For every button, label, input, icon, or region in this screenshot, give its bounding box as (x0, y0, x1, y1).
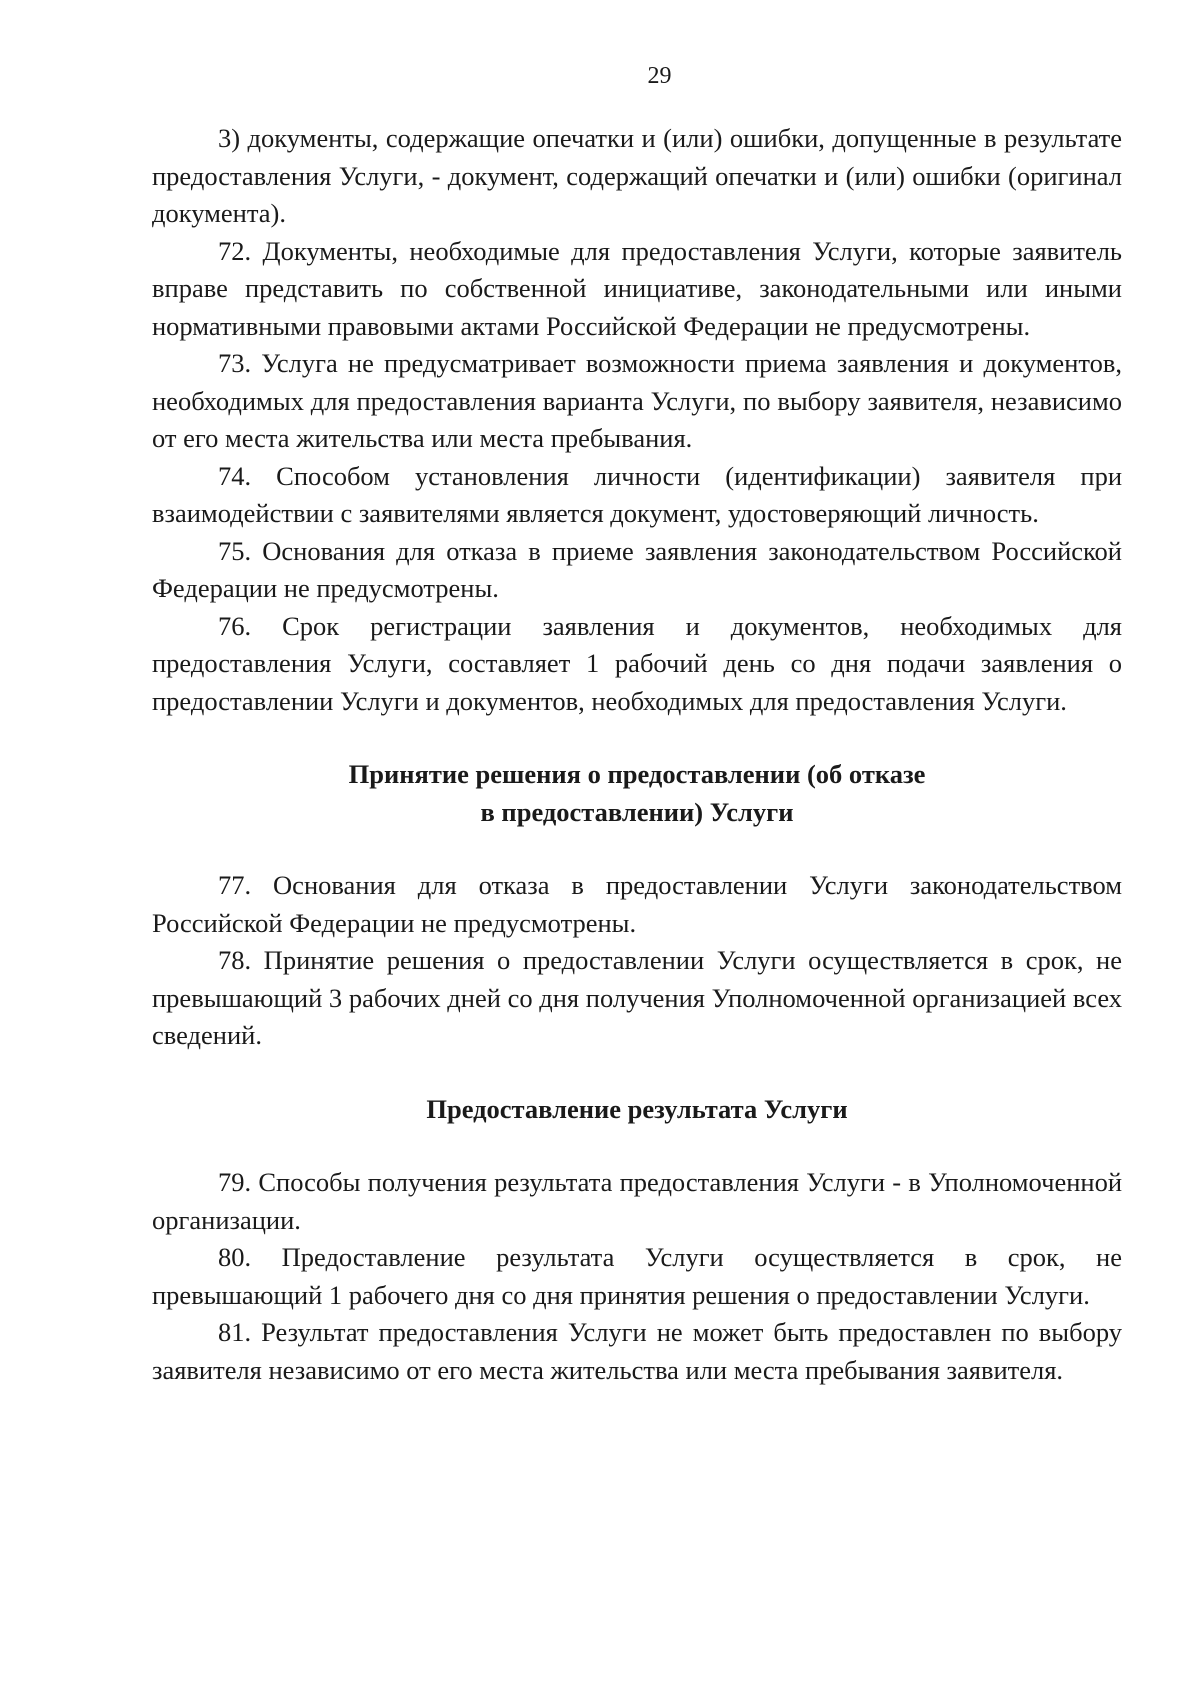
paragraph-74: 74. Способом установления личности (идентификации) заявителя при взаимодействии с заявителями является документ, удостоверяющий личность. (152, 460, 1122, 528)
paragraph-77: 77. Основания для отказа в предоставлении Услуги законодательством Российской Федерации не предусмотрены. (152, 870, 1122, 938)
paragraph-80: 80. Предоставление результата Услуги осуществляется в срок, не превышающий 1 рабочего дня со дня принятия решения о предоставлении Услуги. (152, 1242, 1122, 1310)
paragraph-79: 79. Способы получения результата предоставления Услуги - в Уполномоченной организации. (152, 1167, 1122, 1235)
paragraph-78: 78. Принятие решения о предоставлении Услуги осуществляется в срок, не превышающий 3 рабочих дней со дня получения Уполномоченной организацией всех сведений. (152, 945, 1122, 1050)
document-page (152, 56, 1122, 1389)
paragraph-item-3: 3) документы, содержащие опечатки и (или) ошибки, допущенные в результате предоставления Услуги, - документ, содержащий опечатки и (или) ошибки (оригинал документа). (152, 123, 1122, 228)
page-number: 29 (647, 63, 672, 89)
section-heading-result: Предоставление результата Услуги (426, 1093, 848, 1124)
section-heading-decision-line1: Принятие решения о предоставлении (об отказе (348, 759, 926, 789)
paragraph-75: 75. Основания для отказа в приеме заявления законодательством Российской Федерации не предусмотрены. (152, 535, 1122, 603)
section-heading-decision (152, 756, 1122, 831)
section-heading-decision-line2: в предоставлении) Услуги (480, 796, 794, 827)
paragraph-76: 76. Срок регистрации заявления и документов, необходимых для предоставления Услуги, составляет 1 рабочий день со дня подачи заявления о предоставлении Услуги и документов, необходимых для предоставления Услуги. (152, 610, 1122, 716)
paragraph-72: 72. Документы, необходимые для предоставления Услуги, которые заявитель вправе представить по собственной инициативе, законодательными или иными нормативными правовыми актами Российской Федерации не предусмотрены. (152, 235, 1122, 341)
paragraph-81: 81. Результат предоставления Услуги не может быть предоставлен по выбору заявителя независимо от его места жительства или места пребывания заявителя. (152, 1317, 1122, 1385)
paragraph-73: 73. Услуга не предусматривает возможности приема заявления и документов, необходимых для предоставления варианта Услуги, по выбору заявителя, независимо от его места жительства или места пребывания. (152, 348, 1122, 453)
